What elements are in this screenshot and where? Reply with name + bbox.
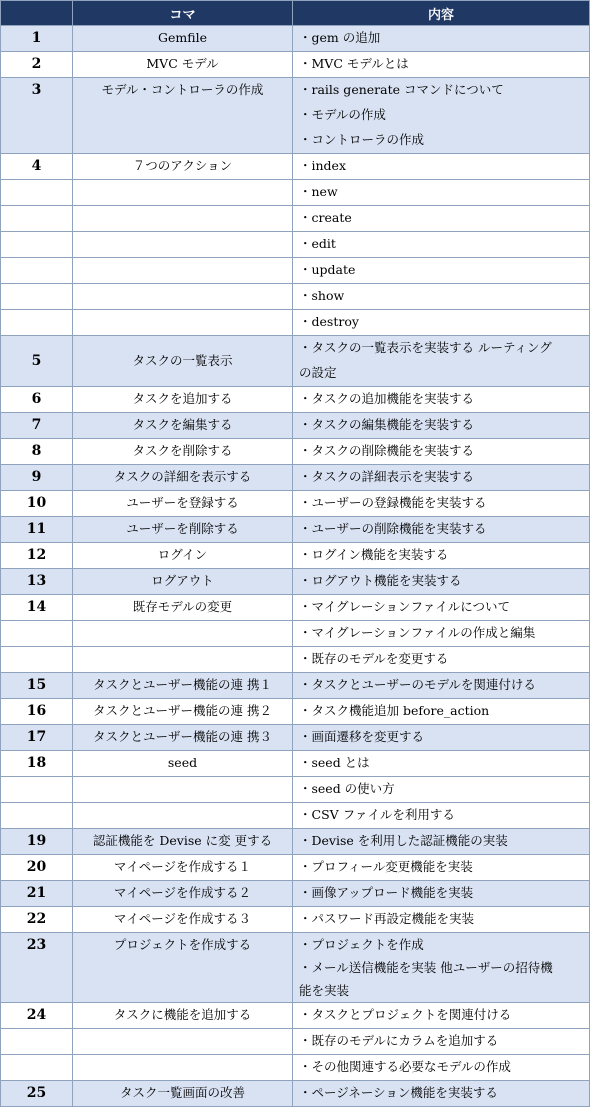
table-row xyxy=(1,543,590,569)
row-number: 24 xyxy=(1,1003,73,1029)
row-number xyxy=(1,206,73,232)
row-naiyo xyxy=(293,154,590,180)
row-number xyxy=(1,232,73,258)
naiyo-line: ・コントローラの作成 xyxy=(299,132,425,147)
naiyo-line: ・タスクとプロジェクトを関連付ける xyxy=(299,1007,512,1022)
row-naiyo xyxy=(293,1081,590,1107)
naiyo-line: ・seed の使い方 xyxy=(299,781,395,796)
table-row xyxy=(1,180,590,206)
table-row xyxy=(1,258,590,284)
row-koma: タスクとユーザー機能の連 携２ xyxy=(73,699,293,725)
row-naiyo xyxy=(293,855,590,881)
table-body xyxy=(1,26,590,1107)
row-naiyo xyxy=(293,777,590,803)
row-koma: モデル・コントローラの作成 xyxy=(73,78,293,154)
naiyo-line: ・既存のモデルを変更する xyxy=(299,651,449,666)
naiyo-line: ・gem の追加 xyxy=(299,30,381,45)
table-row xyxy=(1,465,590,491)
row-naiyo xyxy=(293,647,590,673)
naiyo-line: ・ログイン機能を実装する xyxy=(299,547,449,562)
row-number xyxy=(1,258,73,284)
table-row xyxy=(1,1029,590,1055)
table-row xyxy=(1,777,590,803)
row-naiyo xyxy=(293,569,590,595)
row-koma: 既存モデルの変更 xyxy=(73,595,293,621)
row-number xyxy=(1,1055,73,1081)
naiyo-line: ・edit xyxy=(299,236,336,251)
row-number: 25 xyxy=(1,1081,73,1107)
row-naiyo xyxy=(293,284,590,310)
row-naiyo xyxy=(293,1055,590,1081)
row-naiyo xyxy=(293,829,590,855)
row-number: 10 xyxy=(1,491,73,517)
row-koma: 認証機能を Devise に変 更する xyxy=(73,829,293,855)
table-row xyxy=(1,699,590,725)
row-number: 3 xyxy=(1,78,73,154)
row-koma: タスクの一覧表示 xyxy=(73,336,293,387)
table-row xyxy=(1,387,590,413)
naiyo-line: ・マイグレーションファイルについて xyxy=(299,599,511,614)
row-naiyo xyxy=(293,465,590,491)
table-row xyxy=(1,673,590,699)
row-koma: Gemfile xyxy=(73,26,293,52)
naiyo-line: ・画面遷移を変更する xyxy=(299,729,425,744)
row-naiyo xyxy=(293,595,590,621)
row-naiyo xyxy=(293,673,590,699)
row-number xyxy=(1,180,73,206)
naiyo-line: ・モデルの作成 xyxy=(299,107,386,122)
row-koma xyxy=(73,180,293,206)
naiyo-line: ・タスクの追加機能を実装する xyxy=(299,391,475,406)
row-naiyo xyxy=(293,180,590,206)
row-koma xyxy=(73,803,293,829)
row-koma: マイページを作成する２ xyxy=(73,881,293,907)
table-row xyxy=(1,725,590,751)
row-number: 11 xyxy=(1,517,73,543)
table-row xyxy=(1,907,590,933)
table-row xyxy=(1,336,590,387)
header-no xyxy=(1,1,73,26)
naiyo-line: ・destroy xyxy=(299,314,359,329)
row-number xyxy=(1,621,73,647)
table-row xyxy=(1,1081,590,1107)
row-number: 7 xyxy=(1,413,73,439)
row-koma: ７つのアクション xyxy=(73,154,293,180)
naiyo-line: ・プロフィール変更機能を実装 xyxy=(299,859,473,874)
header-koma: コマ xyxy=(73,1,293,26)
row-number: 18 xyxy=(1,751,73,777)
naiyo-line: ・create xyxy=(299,210,352,225)
row-naiyo xyxy=(293,336,590,387)
naiyo-line: の設定 xyxy=(299,365,337,380)
table-row xyxy=(1,206,590,232)
row-naiyo xyxy=(293,258,590,284)
table-row xyxy=(1,595,590,621)
naiyo-line: ・seed とは xyxy=(299,755,370,770)
row-number: 1 xyxy=(1,26,73,52)
row-number: 22 xyxy=(1,907,73,933)
row-naiyo xyxy=(293,881,590,907)
naiyo-line: ・タスクの編集機能を実装する xyxy=(299,417,475,432)
table-row xyxy=(1,78,590,154)
row-koma: ユーザーを削除する xyxy=(73,517,293,543)
table-row xyxy=(1,855,590,881)
table-row xyxy=(1,803,590,829)
row-naiyo xyxy=(293,933,590,1003)
row-koma xyxy=(73,258,293,284)
row-koma xyxy=(73,1055,293,1081)
row-koma: プロジェクトを作成する xyxy=(73,933,293,1003)
header-row xyxy=(1,1,590,26)
naiyo-line: ・show xyxy=(299,288,345,303)
table-row xyxy=(1,26,590,52)
row-number xyxy=(1,803,73,829)
row-naiyo xyxy=(293,26,590,52)
naiyo-line: ・メール送信機能を実装 他ユーザーの招待機 xyxy=(299,960,553,975)
table-row xyxy=(1,621,590,647)
row-naiyo xyxy=(293,517,590,543)
row-koma: MVC モデル xyxy=(73,52,293,78)
row-number: 8 xyxy=(1,439,73,465)
row-number: 4 xyxy=(1,154,73,180)
table-row xyxy=(1,439,590,465)
table-row xyxy=(1,751,590,777)
row-naiyo xyxy=(293,1003,590,1029)
row-koma xyxy=(73,206,293,232)
row-number xyxy=(1,284,73,310)
naiyo-line: 能を実装 xyxy=(299,983,350,998)
row-number xyxy=(1,647,73,673)
table-row xyxy=(1,1055,590,1081)
naiyo-line: ・MVC モデルとは xyxy=(299,56,409,71)
row-koma xyxy=(73,647,293,673)
naiyo-line: ・タスクの詳細表示を実装する xyxy=(299,469,475,484)
table-row xyxy=(1,491,590,517)
row-number xyxy=(1,1029,73,1055)
naiyo-line: ・パスワード再設定機能を実装 xyxy=(299,911,475,926)
row-naiyo xyxy=(293,491,590,517)
row-naiyo xyxy=(293,206,590,232)
row-koma xyxy=(73,1029,293,1055)
row-koma: タスクの詳細を表示する xyxy=(73,465,293,491)
row-naiyo xyxy=(293,52,590,78)
naiyo-line: ・ログアウト機能を実装する xyxy=(299,573,462,588)
row-koma xyxy=(73,310,293,336)
row-number xyxy=(1,777,73,803)
table-row xyxy=(1,569,590,595)
row-naiyo xyxy=(293,413,590,439)
row-naiyo xyxy=(293,907,590,933)
table-row xyxy=(1,517,590,543)
row-naiyo xyxy=(293,78,590,154)
row-number: 17 xyxy=(1,725,73,751)
naiyo-line: ・update xyxy=(299,262,356,277)
naiyo-line: ・タスクとユーザーのモデルを関連付ける xyxy=(299,677,536,692)
row-koma: マイページを作成する３ xyxy=(73,907,293,933)
naiyo-line: ・ユーザーの削除機能を実装する xyxy=(299,521,487,536)
row-number: 14 xyxy=(1,595,73,621)
row-koma: タスクを編集する xyxy=(73,413,293,439)
row-number: 6 xyxy=(1,387,73,413)
table-row xyxy=(1,284,590,310)
table-row xyxy=(1,413,590,439)
row-koma xyxy=(73,232,293,258)
naiyo-line: ・ページネーション機能を実装する xyxy=(299,1085,498,1100)
table-row xyxy=(1,1003,590,1029)
row-naiyo xyxy=(293,387,590,413)
naiyo-line: ・ユーザーの登録機能を実装する xyxy=(299,495,487,510)
naiyo-line: ・new xyxy=(299,184,338,199)
table-header xyxy=(1,1,590,26)
row-number: 16 xyxy=(1,699,73,725)
row-koma: ユーザーを登録する xyxy=(73,491,293,517)
row-naiyo xyxy=(293,439,590,465)
row-number: 20 xyxy=(1,855,73,881)
row-naiyo xyxy=(293,1029,590,1055)
naiyo-line: ・タスク機能追加 before_action xyxy=(299,703,490,718)
table-row xyxy=(1,310,590,336)
naiyo-line: ・タスクの一覧表示を実装する ルーティング xyxy=(299,340,552,355)
row-naiyo xyxy=(293,621,590,647)
row-koma xyxy=(73,777,293,803)
row-naiyo xyxy=(293,725,590,751)
naiyo-line: ・画像アップロード機能を実装 xyxy=(299,885,474,900)
row-number: 23 xyxy=(1,933,73,1003)
row-koma: タスクとユーザー機能の連 携１ xyxy=(73,673,293,699)
row-number: 2 xyxy=(1,52,73,78)
row-number: 9 xyxy=(1,465,73,491)
table-row xyxy=(1,154,590,180)
row-koma: タスク一覧画面の改善 xyxy=(73,1081,293,1107)
row-koma: タスクに機能を追加する xyxy=(73,1003,293,1029)
table-row xyxy=(1,52,590,78)
row-naiyo xyxy=(293,751,590,777)
row-number: 13 xyxy=(1,569,73,595)
row-number xyxy=(1,310,73,336)
row-koma: ログアウト xyxy=(73,569,293,595)
naiyo-line: ・既存のモデルにカラムを追加する xyxy=(299,1033,499,1048)
row-naiyo xyxy=(293,803,590,829)
table-row xyxy=(1,933,590,1003)
row-koma: seed xyxy=(73,751,293,777)
row-naiyo xyxy=(293,543,590,569)
row-number: 5 xyxy=(1,336,73,387)
row-number: 21 xyxy=(1,881,73,907)
row-naiyo xyxy=(293,699,590,725)
row-number: 15 xyxy=(1,673,73,699)
naiyo-line: ・その他関連する必要なモデルの作成 xyxy=(299,1059,511,1074)
row-koma: タスクとユーザー機能の連 携３ xyxy=(73,725,293,751)
header-naiyo: 内容 xyxy=(293,1,590,26)
naiyo-line: ・プロジェクトを作成 xyxy=(299,937,424,952)
row-koma: マイページを作成する１ xyxy=(73,855,293,881)
row-koma: タスクを追加する xyxy=(73,387,293,413)
table-row xyxy=(1,829,590,855)
row-koma: タスクを削除する xyxy=(73,439,293,465)
table-row xyxy=(1,881,590,907)
row-naiyo xyxy=(293,232,590,258)
naiyo-line: ・Devise を利用した認証機能の実装 xyxy=(299,833,508,848)
naiyo-line: ・rails generate コマンドについて xyxy=(299,82,504,97)
row-koma xyxy=(73,621,293,647)
naiyo-line: ・マイグレーションファイルの作成と編集 xyxy=(299,625,536,640)
naiyo-line: ・タスクの削除機能を実装する xyxy=(299,443,475,458)
naiyo-line: ・CSV ファイルを利用する xyxy=(299,807,455,822)
row-naiyo xyxy=(293,310,590,336)
table-row xyxy=(1,232,590,258)
row-number: 12 xyxy=(1,543,73,569)
naiyo-line: ・index xyxy=(299,158,346,173)
table-row xyxy=(1,647,590,673)
row-koma xyxy=(73,284,293,310)
row-koma: ログイン xyxy=(73,543,293,569)
row-number: 19 xyxy=(1,829,73,855)
